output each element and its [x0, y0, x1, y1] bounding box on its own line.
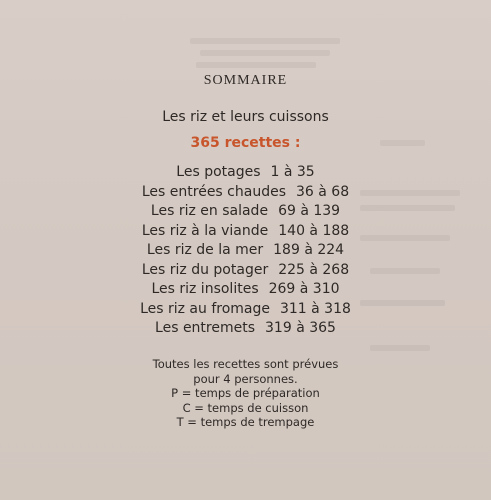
notes-line: Toutes les recettes sont prévues — [152, 357, 339, 371]
toc-item-label: Les potages — [176, 164, 261, 180]
toc-item-pages: 269 à 310 — [268, 281, 340, 297]
toc-item-label: Les entrées chaudes — [141, 183, 286, 200]
toc-item-pages: 140 à 188 — [278, 222, 350, 239]
show-through-mark — [200, 50, 330, 56]
toc-item — [0, 261, 491, 281]
toc-item-pages: 311 à 318 — [279, 300, 351, 317]
notes-line: P = temps de préparation — [171, 386, 320, 400]
toc-item-pages: 319 à 365 — [265, 320, 336, 336]
toc-item — [0, 319, 491, 339]
page-title: SOMMAIRE — [203, 73, 288, 88]
intro-line: Les riz et leurs cuissons — [162, 109, 329, 125]
toc-item-label: Les riz en salade — [150, 203, 269, 219]
notes-line: pour 4 personnes. — [193, 371, 298, 386]
toc-item-label: Les riz de la mer — [146, 242, 264, 258]
toc-item — [0, 300, 491, 320]
toc-item-pages: 225 à 268 — [278, 261, 350, 278]
show-through-mark — [370, 345, 430, 351]
toc-item-label: Les riz du potager — [141, 261, 269, 278]
toc-item-label: Les entremets — [155, 320, 256, 336]
toc-item — [0, 183, 491, 203]
notes-line: T = temps de trempage — [176, 415, 315, 429]
toc-item-pages: 189 à 224 — [273, 242, 345, 258]
toc-item-label: Les riz à la viande — [141, 222, 269, 239]
toc-item — [0, 280, 491, 300]
toc-item-label: Les riz au fromage — [140, 300, 270, 317]
show-through-mark — [196, 62, 316, 68]
toc-item — [0, 202, 491, 222]
show-through-mark — [190, 38, 340, 44]
toc-item-pages: 69 à 139 — [278, 203, 341, 219]
toc-item-label: Les riz insolites — [151, 281, 259, 297]
toc-item — [0, 163, 491, 183]
recipes-heading: 365 recettes : — [190, 135, 301, 151]
toc-item — [0, 222, 491, 242]
table-of-contents — [0, 163, 491, 339]
toc-item — [0, 241, 491, 261]
toc-item-pages: 1 à 35 — [270, 164, 315, 180]
notes-line: C = temps de cuisson — [182, 400, 309, 415]
recipe-notes — [0, 357, 491, 430]
toc-item-pages: 36 à 68 — [296, 183, 350, 200]
